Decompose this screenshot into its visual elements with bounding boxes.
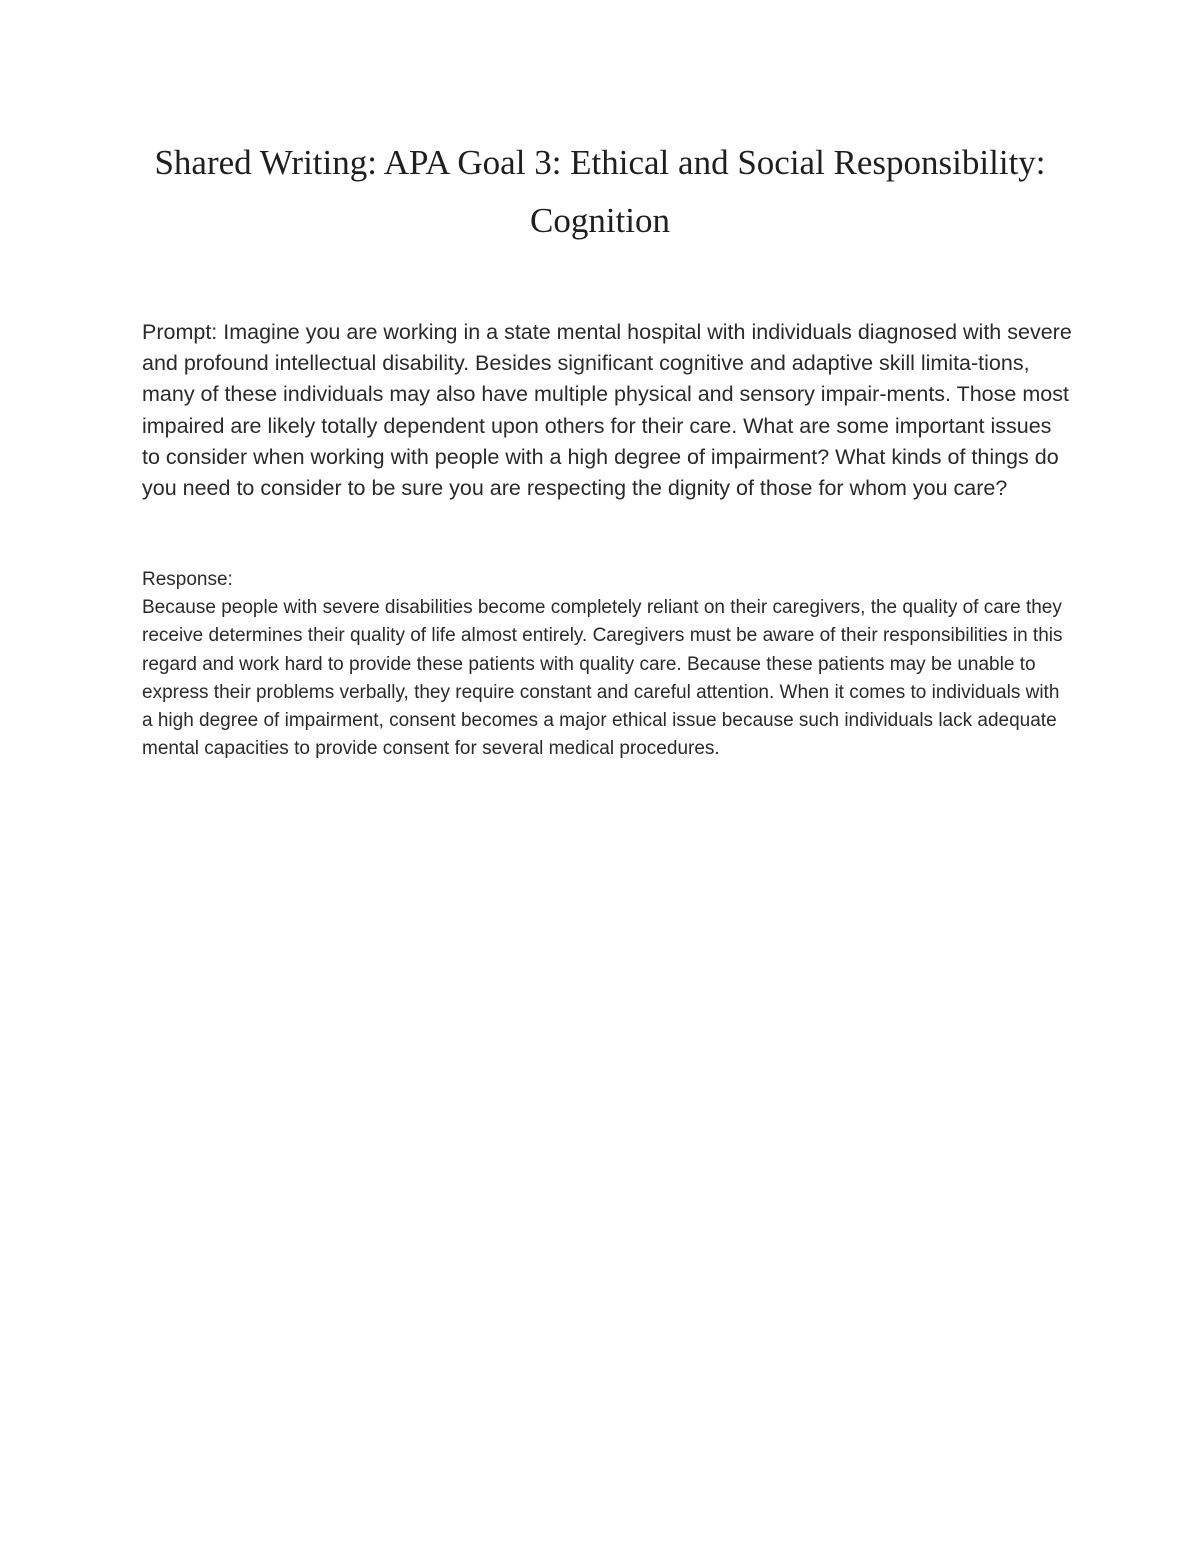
response-label: Response: <box>142 569 233 590</box>
document-title <box>120 134 1080 250</box>
title-line-1: Shared Writing: APA Goal 3: Ethical and Social Responsibility: <box>154 143 1046 182</box>
prompt-paragraph: Prompt: Imagine you are working in a state mental hospital with individuals diagnosed with severe and profound intellectual disability. Besides significant cognitive and adaptive skill limita-tions, many of these individuals may also have multiple physical and sensory impair-ments. Those most impaired are likely totally dependent upon others for their care. What are some important issues to consider when working with people with a high degree of impairment? What kinds of things do you need to consider to be sure you are respecting the dignity of those for whom you care? <box>142 320 1072 501</box>
response-paragraph: Because people with severe disabilities become completely reliant on their caregivers, the quality of care they receive determines their quality of life almost entirely. Caregivers must be aware of their responsibilities in this regard and work hard to provide these patients with quality care. Because these patients may be unable to express their problems verbally, they require constant and careful attention. When it comes to individuals with a high degree of impairment, consent becomes a major ethical issue because such individuals lack adequate mental capacities to provide consent for several medical procedures. <box>142 597 1063 760</box>
title-line-2: Cognition <box>529 201 671 240</box>
